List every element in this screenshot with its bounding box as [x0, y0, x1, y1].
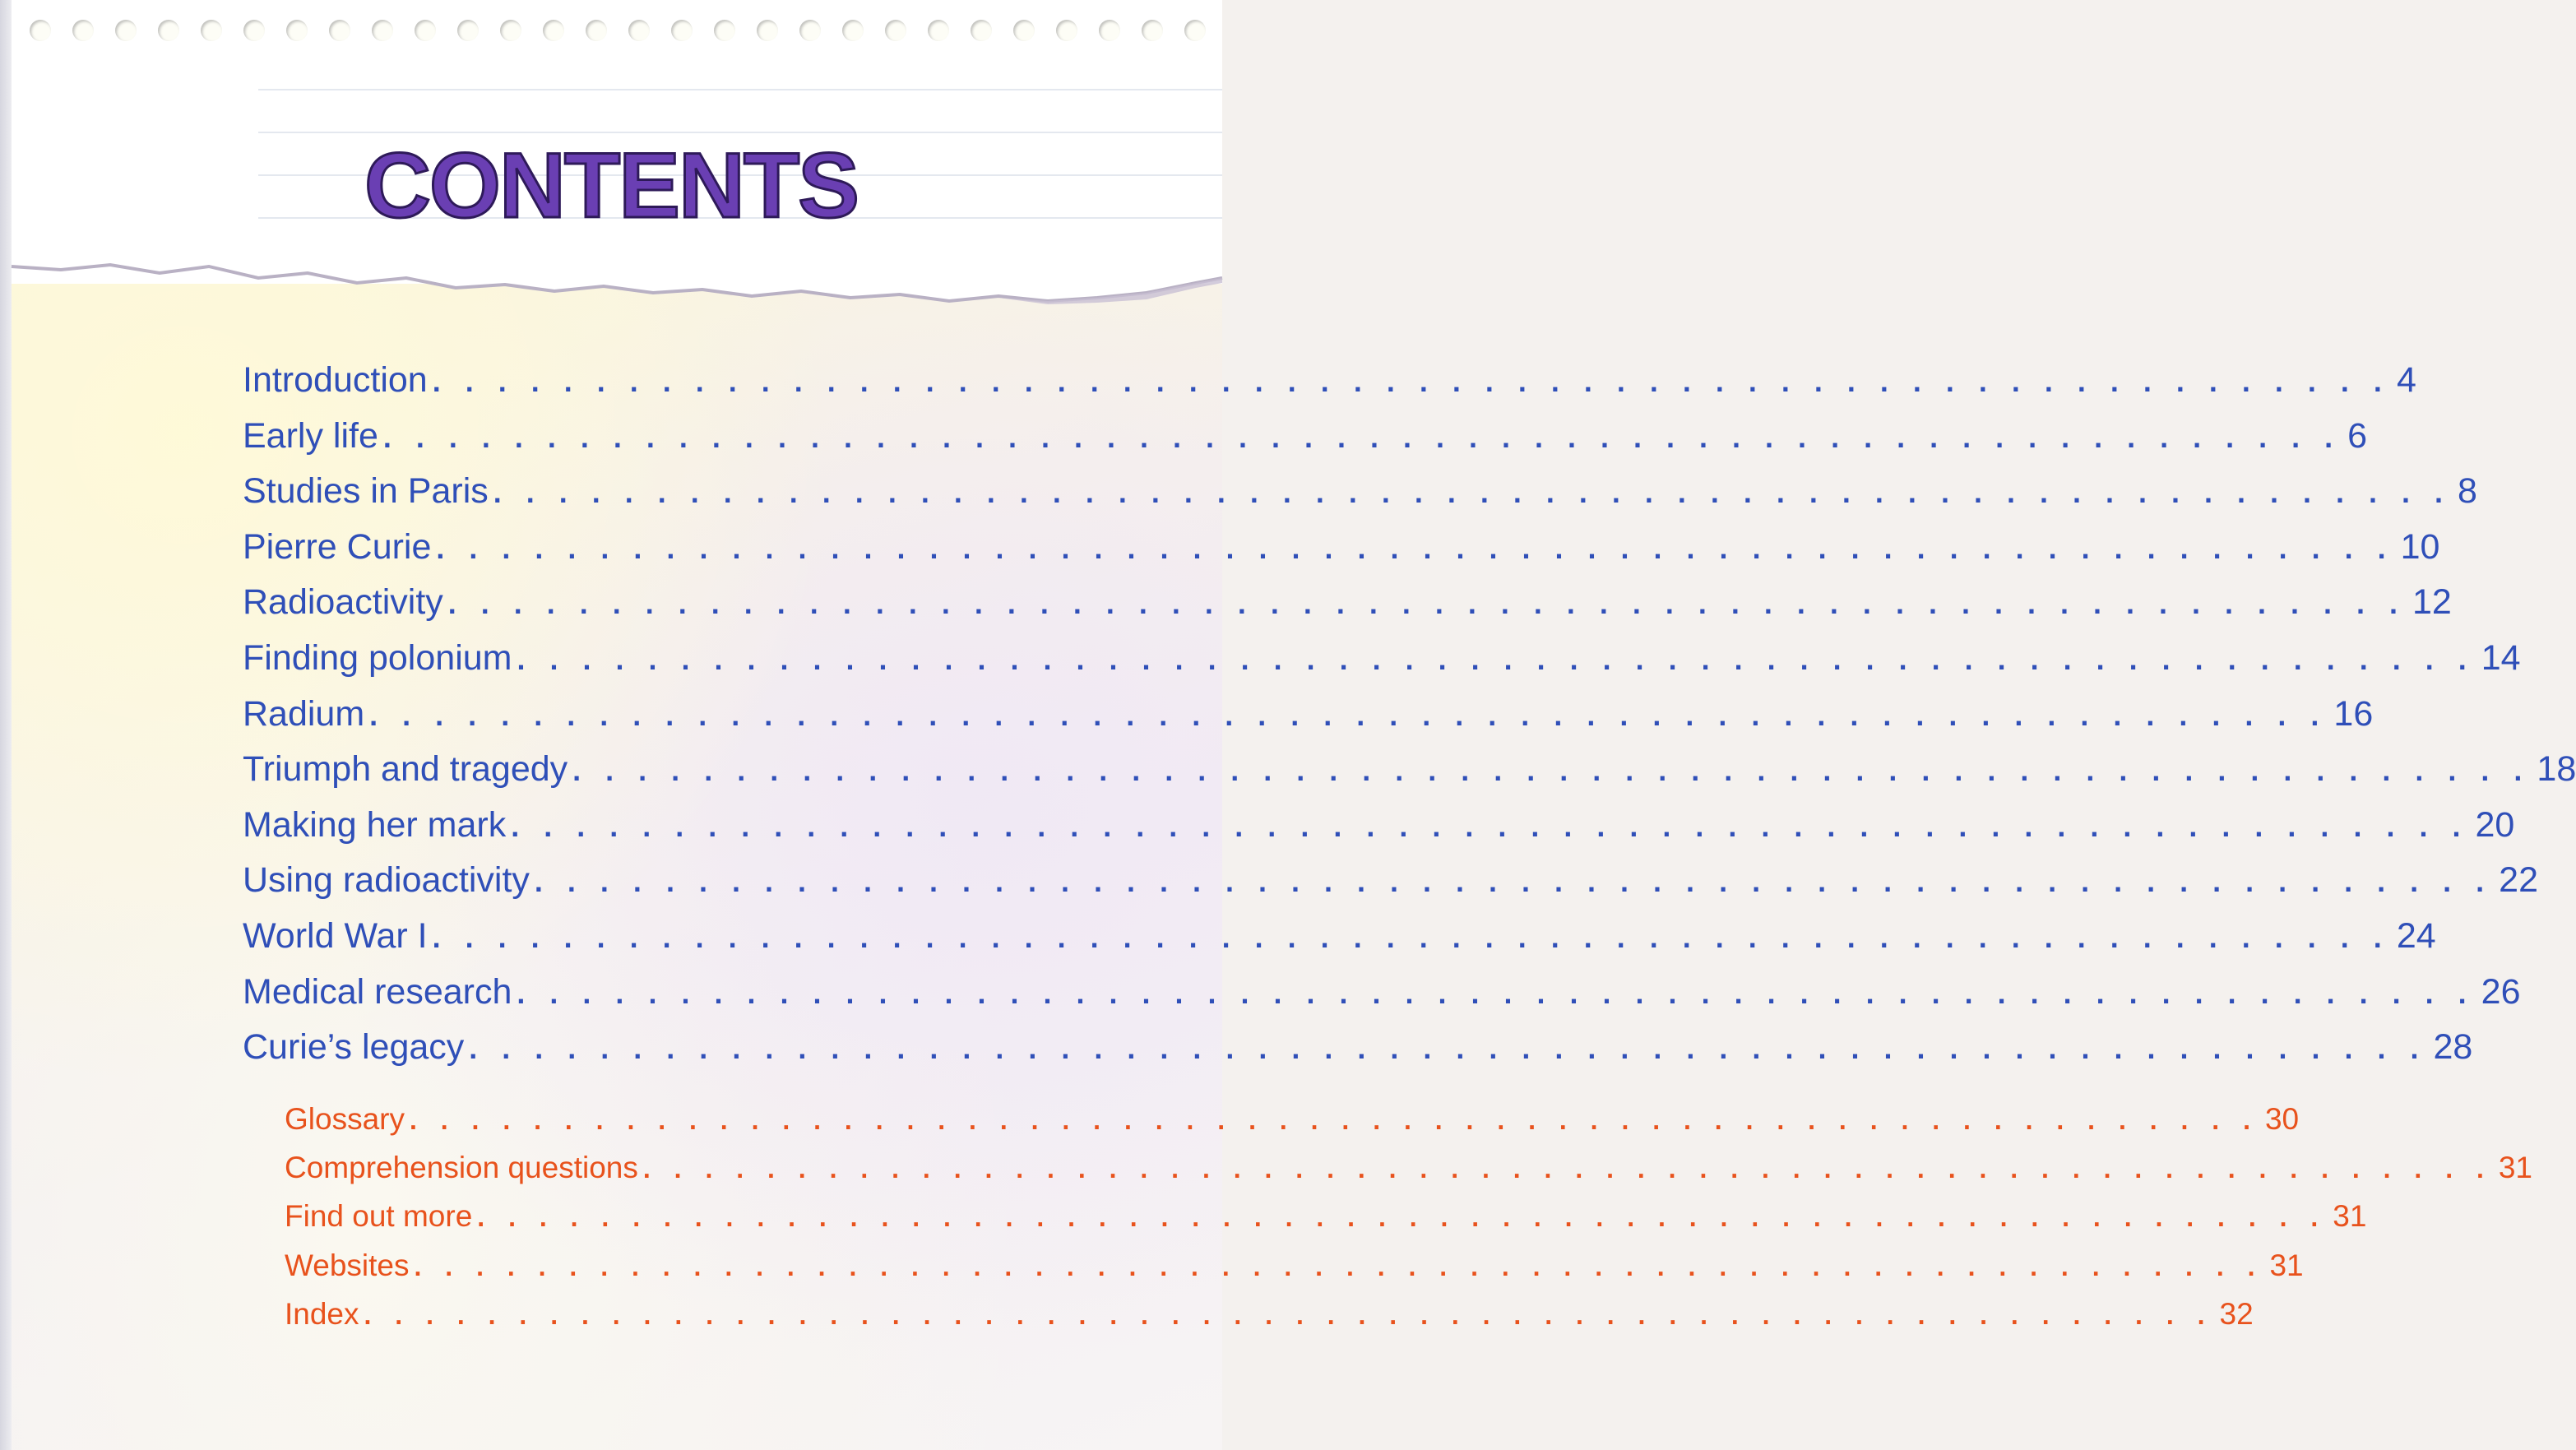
dot-leader: . . . . . . . . . . . . . . . . . . . . . . . . . . . . . . . . . . . . . . . . . . . . . . . . . . . . . . . . . . . . [447, 586, 2406, 621]
dot-leader: . . . . . . . . . . . . . . . . . . . . . . . . . . . . . . . . . . . . . . . . . . . . . . . . . . . . . . . . . . . . [432, 364, 2390, 398]
toc-entry [243, 804, 2515, 855]
back-matter-title: Index [285, 1296, 359, 1331]
dot-leader: . . . . . . . . . . . . . . . . . . . . . . . . . . . . . . . . . . . . . . . . . . . . . . . . . . . . . . . . . . . . [409, 1105, 2259, 1135]
toc-entry-page: 18 [2537, 749, 2576, 790]
toc-entry-page: 6 [2347, 415, 2368, 456]
toc-entry [243, 360, 2416, 410]
toc-entry [243, 1027, 2473, 1077]
dot-leader: . . . . . . . . . . . . . . . . . . . . . . . . . . . . . . . . . . . . . . . . . . . . . . . . . . . . . . . . . . . . [511, 808, 2469, 843]
toc-entry-page: 22 [2499, 860, 2538, 901]
toc-entry [243, 916, 2436, 966]
toc-entry-page: 16 [2333, 693, 2374, 734]
back-matter-page: 32 [2219, 1296, 2254, 1331]
toc-entry [243, 638, 2521, 688]
dot-leader: . . . . . . . . . . . . . . . . . . . . . . . . . . . . . . . . . . . . . . . . . . . . . . . . . . . . . . . . . . . . [477, 1202, 2327, 1233]
dot-leader: . . . . . . . . . . . . . . . . . . . . . . . . . . . . . . . . . . . . . . . . . . . . . . . . . . . . . . . . . . . . [414, 1251, 2263, 1281]
toc-entry-title: Introduction [243, 360, 428, 400]
page-title: CONTENTS [364, 134, 858, 237]
toc-entry-title: Radioactivity [243, 582, 443, 623]
back-matter-entry [285, 1199, 2367, 1242]
toc-entry-page: 26 [2481, 971, 2521, 1012]
dot-leader: . . . . . . . . . . . . . . . . . . . . . . . . . . . . . . . . . . . . . . . . . . . . . . . . . . . . . . . . . . . . [572, 753, 2531, 788]
toc-entry [243, 582, 2452, 632]
toc-entry-page: 10 [2400, 526, 2440, 567]
back-matter-page: 31 [2333, 1199, 2367, 1234]
dot-leader: . . . . . . . . . . . . . . . . . . . . . . . . . . . . . . . . . . . . . . . . . . . . . . . . . . . . . . . . . . . . [469, 1031, 2427, 1066]
back-matter-entry [285, 1102, 2300, 1145]
back-matter-page: 31 [2498, 1151, 2533, 1185]
toc-entry-page: 8 [2458, 471, 2477, 512]
dot-leader: . . . . . . . . . . . . . . . . . . . . . . . . . . . . . . . . . . . . . . . . . . . . . . . . . . . . . . . . . . . . [369, 697, 2328, 732]
toc-entry [243, 471, 2477, 521]
toc-entry-page: 4 [2396, 360, 2416, 400]
toc-entry-title: Medical research [243, 971, 512, 1012]
toc-entry-title: Curie’s legacy [243, 1027, 465, 1068]
dot-leader: . . . . . . . . . . . . . . . . . . . . . . . . . . . . . . . . . . . . . . . . . . . . . . . . . . . . . . . . . . . . [382, 419, 2342, 454]
back-matter-page: 30 [2264, 1102, 2300, 1136]
back-matter-title: Websites [285, 1248, 410, 1282]
toc-entry [243, 693, 2374, 744]
dot-leader: . . . . . . . . . . . . . . . . . . . . . . . . . . . . . . . . . . . . . . . . . . . . . . . . . . . . . . . . . . . . [517, 642, 2475, 676]
dot-leader: . . . . . . . . . . . . . . . . . . . . . . . . . . . . . . . . . . . . . . . . . . . . . . . . . . . . . . . . . . . . [642, 1154, 2492, 1184]
dot-leader: . . . . . . . . . . . . . . . . . . . . . . . . . . . . . . . . . . . . . . . . . . . . . . . . . . . . . . . . . . . . [432, 920, 2390, 954]
toc-entry [243, 971, 2521, 1021]
dot-leader: . . . . . . . . . . . . . . . . . . . . . . . . . . . . . . . . . . . . . . . . . . . . . . . . . . . . . . . . . . . . [517, 975, 2475, 1010]
toc-entry-page: 24 [2396, 916, 2436, 956]
toc-entry-title: Making her mark [243, 804, 507, 845]
toc-entry-title: Early life [243, 415, 378, 456]
back-matter-page: 31 [2269, 1248, 2304, 1282]
back-matter-title: Comprehension questions [285, 1151, 638, 1185]
toc-entry [243, 415, 2368, 466]
dot-leader: . . . . . . . . . . . . . . . . . . . . . . . . . . . . . . . . . . . . . . . . . . . . . . . . . . . . . . . . . . . . [534, 864, 2493, 899]
toc-entry-title: Studies in Paris [243, 471, 489, 512]
dot-leader: . . . . . . . . . . . . . . . . . . . . . . . . . . . . . . . . . . . . . . . . . . . . . . . . . . . . . . . . . . . . [436, 530, 2394, 565]
toc-entry-title: Radium [243, 693, 365, 734]
toc-entry-page: 12 [2412, 582, 2452, 623]
toc-entry-title: Triumph and tragedy [243, 749, 568, 790]
toc-entry [243, 860, 2538, 910]
back-matter-title: Glossary [285, 1102, 405, 1136]
back-matter-entry [285, 1248, 2304, 1291]
toc-entry [243, 749, 2576, 799]
back-matter-entry [285, 1151, 2533, 1193]
toc-entry-page: 14 [2481, 638, 2521, 678]
toc-entry-page: 28 [2433, 1027, 2473, 1068]
toc-entry-title: Using radioactivity [243, 860, 530, 901]
toc-entry-title: World War I [243, 916, 428, 956]
dot-leader: . . . . . . . . . . . . . . . . . . . . . . . . . . . . . . . . . . . . . . . . . . . . . . . . . . . . . . . . . . . . [364, 1299, 2213, 1330]
toc-entry-title: Finding polonium [243, 638, 512, 678]
toc-entry-title: Pierre Curie [243, 526, 432, 567]
toc-entry [243, 526, 2440, 577]
back-matter-entry [285, 1296, 2254, 1340]
toc-entry-page: 20 [2475, 804, 2515, 845]
dot-leader: . . . . . . . . . . . . . . . . . . . . . . . . . . . . . . . . . . . . . . . . . . . . . . . . . . . . . . . . . . . . [493, 475, 2451, 510]
back-matter-title: Find out more [285, 1199, 473, 1234]
